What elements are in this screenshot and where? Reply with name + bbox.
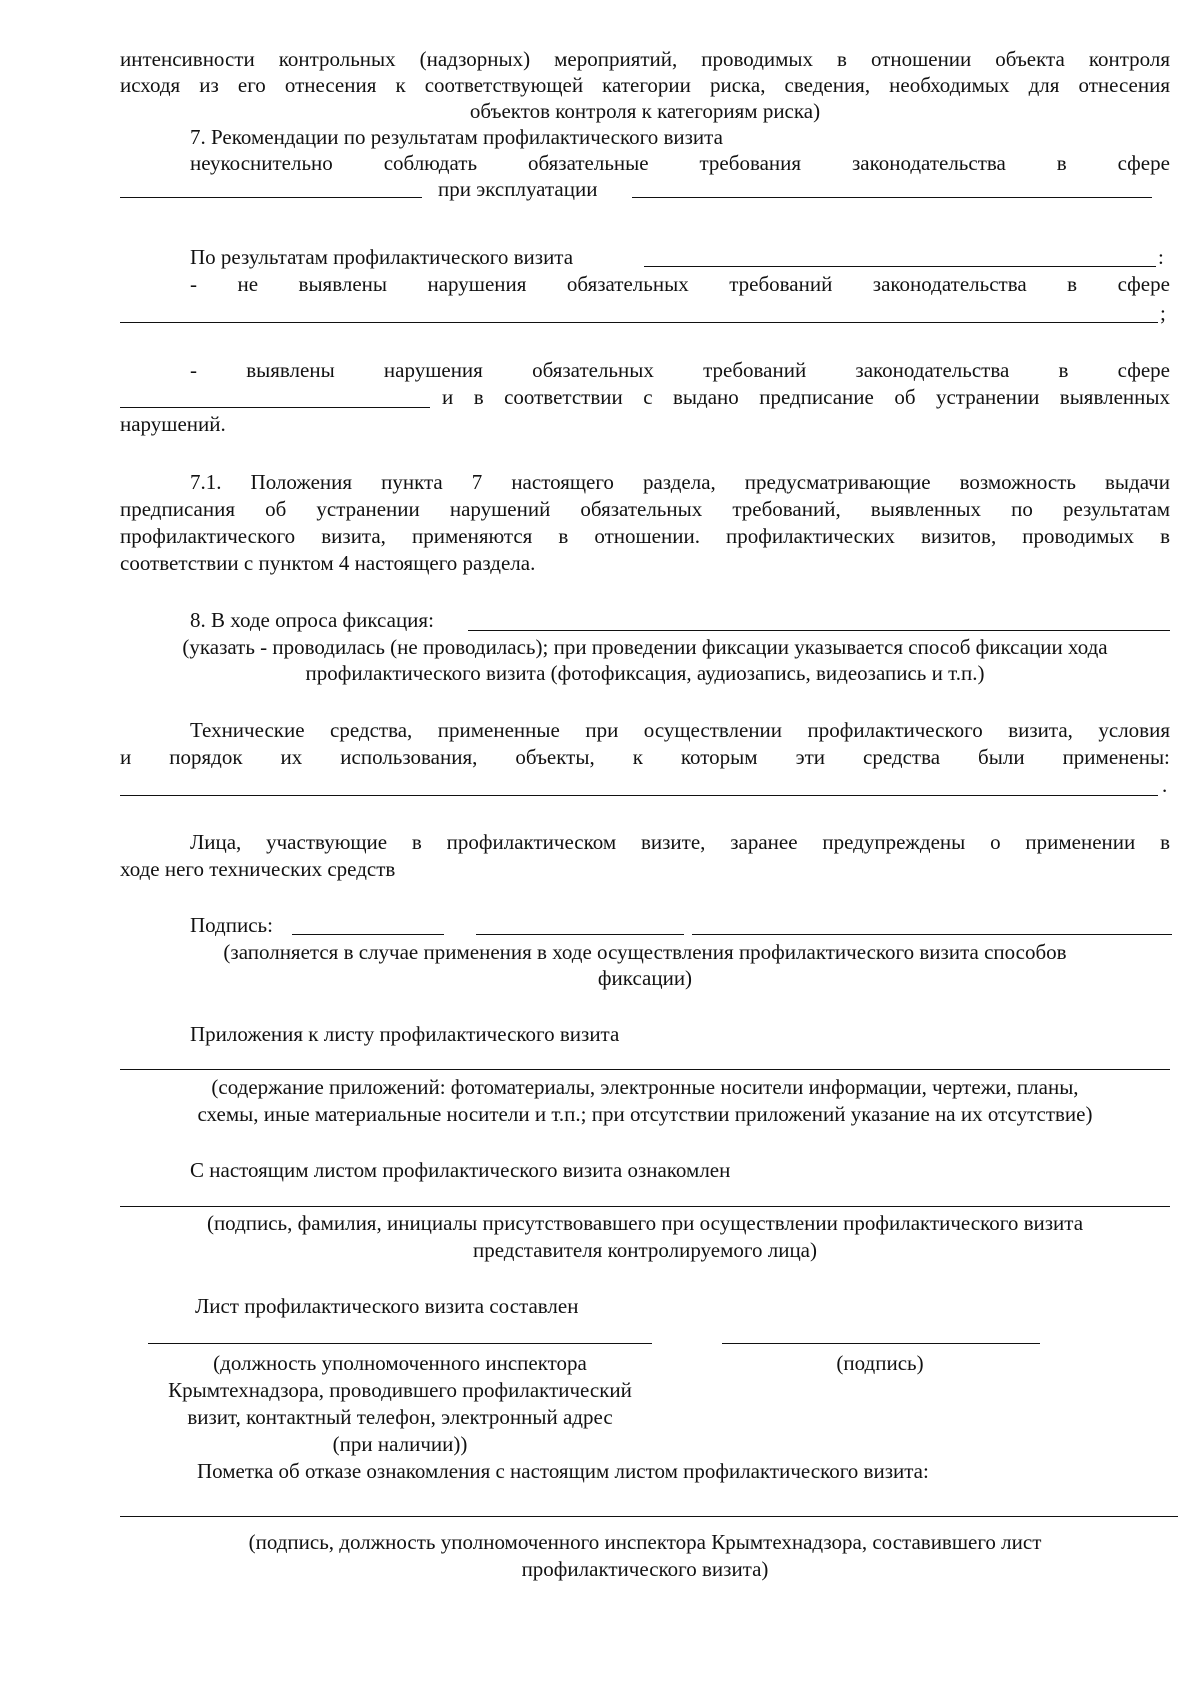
- inspector-signature-hint: (подпись): [836, 1351, 924, 1375]
- violations-word: законодательства: [855, 358, 1010, 382]
- top-paragraph-line-2-text: исходя из его отнесения к соответствующей категории риска, сведения, необходимых для отнесения: [120, 73, 1170, 97]
- sphere-blank-underline: [120, 197, 422, 198]
- no-violations-word: не: [237, 272, 259, 296]
- tech-means-word: были: [978, 745, 1025, 769]
- top-paragraph-line-1-text: интенсивности контрольных (надзорных) мероприятий, проводимых в отношении объекта контроля: [120, 47, 1170, 71]
- attachments-blank-underline: [120, 1069, 1170, 1070]
- rec-word: законодательства: [851, 151, 1006, 175]
- attachments-hint-1: (содержание приложений: фотоматериалы, электронные носители информации, чертежи, планы,: [211, 1075, 1079, 1099]
- section-8-hint-1: (указать - проводилась (не проводилась); при проведении фиксации указывается способ фиксации хода: [182, 635, 1108, 659]
- tech-means-line-2: [120, 744, 1170, 770]
- section-7-1-line-2: предписания об устранении нарушений обязательных требований, выявленных по результатам: [120, 497, 1170, 521]
- results-blank-underline: [644, 266, 1156, 267]
- section-7-1-line-1: 7.1. Положения пункта 7 настоящего раздела, предусматривающие возможность выдачи: [190, 470, 1170, 494]
- section-7-1-line-4: соответствии с пунктом 4 настоящего раздела.: [120, 551, 536, 575]
- tech-means-word: к: [632, 745, 643, 769]
- tech-means-word: их: [280, 745, 303, 769]
- tech-means-word: порядок: [169, 745, 243, 769]
- violations-line: [190, 357, 1170, 383]
- tech-means-period: .: [1162, 773, 1168, 797]
- inspector-hint-3: визит, контактный телефон, электронный адрес: [187, 1405, 613, 1429]
- acquainted-blank-underline: [120, 1206, 1170, 1207]
- violations-word: требований: [703, 358, 807, 382]
- signature-label: Подпись:: [190, 913, 273, 937]
- rec-word: неукоснительно: [190, 151, 333, 175]
- attachments-label: Приложения к листу профилактического визита: [190, 1022, 620, 1046]
- tech-means-blank-underline: [120, 795, 1158, 796]
- section-8-hint-2: профилактического визита (фотофиксация, аудиозапись, видеозапись и т.п.): [305, 661, 985, 685]
- inspector-signature-underline: [722, 1343, 1040, 1344]
- inspector-hint-4: (при наличии)): [332, 1432, 468, 1456]
- no-violations-word: в: [1067, 272, 1078, 296]
- signature-blank-3: [692, 934, 1172, 935]
- signature-blank-2: [476, 934, 684, 935]
- signature-blank-1: [292, 934, 444, 935]
- operation-label: при эксплуатации: [438, 177, 598, 201]
- no-violations-word: выявлены: [298, 272, 388, 296]
- results-colon: :: [1158, 245, 1164, 269]
- section-7-recommendation-line: [190, 150, 1170, 176]
- inspector-blank-underline: [148, 1343, 652, 1344]
- inspector-hint-2: Крымтехнадзора, проводившего профилактический: [168, 1378, 632, 1402]
- no-violations-word: нарушения: [427, 272, 527, 296]
- violations-word: -: [190, 358, 197, 382]
- refusal-label: Пометка об отказе ознакомления с настоящим листом профилактического визита:: [197, 1459, 929, 1483]
- inspector-hint-1: (должность уполномоченного инспектора: [213, 1351, 587, 1375]
- section-7-1-line-3: профилактического визита, применяются в отношении. профилактических визитов, проводимых в: [120, 524, 1170, 548]
- persons-line-1: Лица, участвующие в профилактическом визите, заранее предупреждены о применении в: [190, 830, 1170, 854]
- refusal-hint-1: (подпись, должность уполномоченного инспектора Крымтехнадзора, составившего лист: [248, 1530, 1042, 1554]
- signature-hint-2: фиксации): [597, 966, 693, 990]
- tech-means-line-1: Технические средства, примененные при осуществлении профилактического визита, условия: [190, 718, 1170, 742]
- fixation-blank-underline: [468, 630, 1170, 631]
- rec-word: в: [1056, 151, 1067, 175]
- refusal-hint-2: профилактического визита): [521, 1557, 769, 1581]
- tech-means-word: средства: [863, 745, 941, 769]
- no-violations-line: [190, 271, 1170, 297]
- attachments-hint-2: схемы, иные материальные носители и т.п.; при отсутствии приложений указание на их отсутствие): [197, 1102, 1093, 1126]
- acquainted-hint-2: представителя контролируемого лица): [473, 1238, 817, 1262]
- tech-means-word: применены:: [1062, 745, 1170, 769]
- section-8-label: 8. В ходе опроса фиксация:: [190, 608, 434, 632]
- tech-means-word: которым: [680, 745, 758, 769]
- no-violations-semicolon: ;: [1160, 301, 1166, 325]
- top-paragraph-line-1: [120, 46, 1170, 72]
- rec-word: требования: [699, 151, 802, 175]
- no-violations-blank-underline: [120, 322, 1158, 323]
- violations-word: выявлены: [246, 358, 335, 382]
- compiled-label: Лист профилактического визита составлен: [195, 1294, 579, 1318]
- tech-means-word: использования,: [340, 745, 478, 769]
- no-violations-word: обязательных: [566, 272, 689, 296]
- refusal-blank-underline: [120, 1516, 1178, 1517]
- operation-blank-underline: [632, 197, 1152, 198]
- violations-sphere-underline: [120, 407, 430, 408]
- tech-means-word: объекты,: [515, 745, 595, 769]
- results-intro: По результатам профилактического визита: [190, 245, 574, 269]
- persons-line-2: ходе него технических средств: [120, 857, 396, 881]
- acquainted-hint-1: (подпись, фамилия, инициалы присутствовавшего при осуществлении профилактического визита: [206, 1211, 1084, 1235]
- violations-word: обязательных: [532, 358, 654, 382]
- no-violations-word: -: [190, 272, 197, 296]
- top-paragraph-line-2: [120, 72, 1170, 98]
- no-violations-word: требований: [729, 272, 833, 296]
- violations-word: в: [1058, 358, 1069, 382]
- acquainted-label: С настоящим листом профилактического визита ознакомлен: [190, 1158, 731, 1182]
- no-violations-word: сфере: [1117, 272, 1170, 296]
- rec-word: соблюдать: [383, 151, 478, 175]
- no-violations-word: законодательства: [872, 272, 1027, 296]
- tech-means-word: эти: [795, 745, 826, 769]
- rec-word: обязательные: [527, 151, 649, 175]
- violations-word: нарушения: [383, 358, 483, 382]
- violations-word: сфере: [1117, 358, 1170, 382]
- violations-line-2: и в соответствии с выдано предписание об устранении выявленных: [442, 385, 1170, 409]
- violations-line-3: нарушений.: [120, 412, 226, 436]
- tech-means-word: и: [120, 745, 132, 769]
- rec-word: сфере: [1117, 151, 1170, 175]
- top-paragraph-line-3: объектов контроля к категориям риска): [469, 99, 821, 123]
- section-7-heading: 7. Рекомендации по результатам профилактического визита: [190, 125, 723, 149]
- signature-hint-1: (заполняется в случае применения в ходе осуществления профилактического визита способов: [223, 940, 1067, 964]
